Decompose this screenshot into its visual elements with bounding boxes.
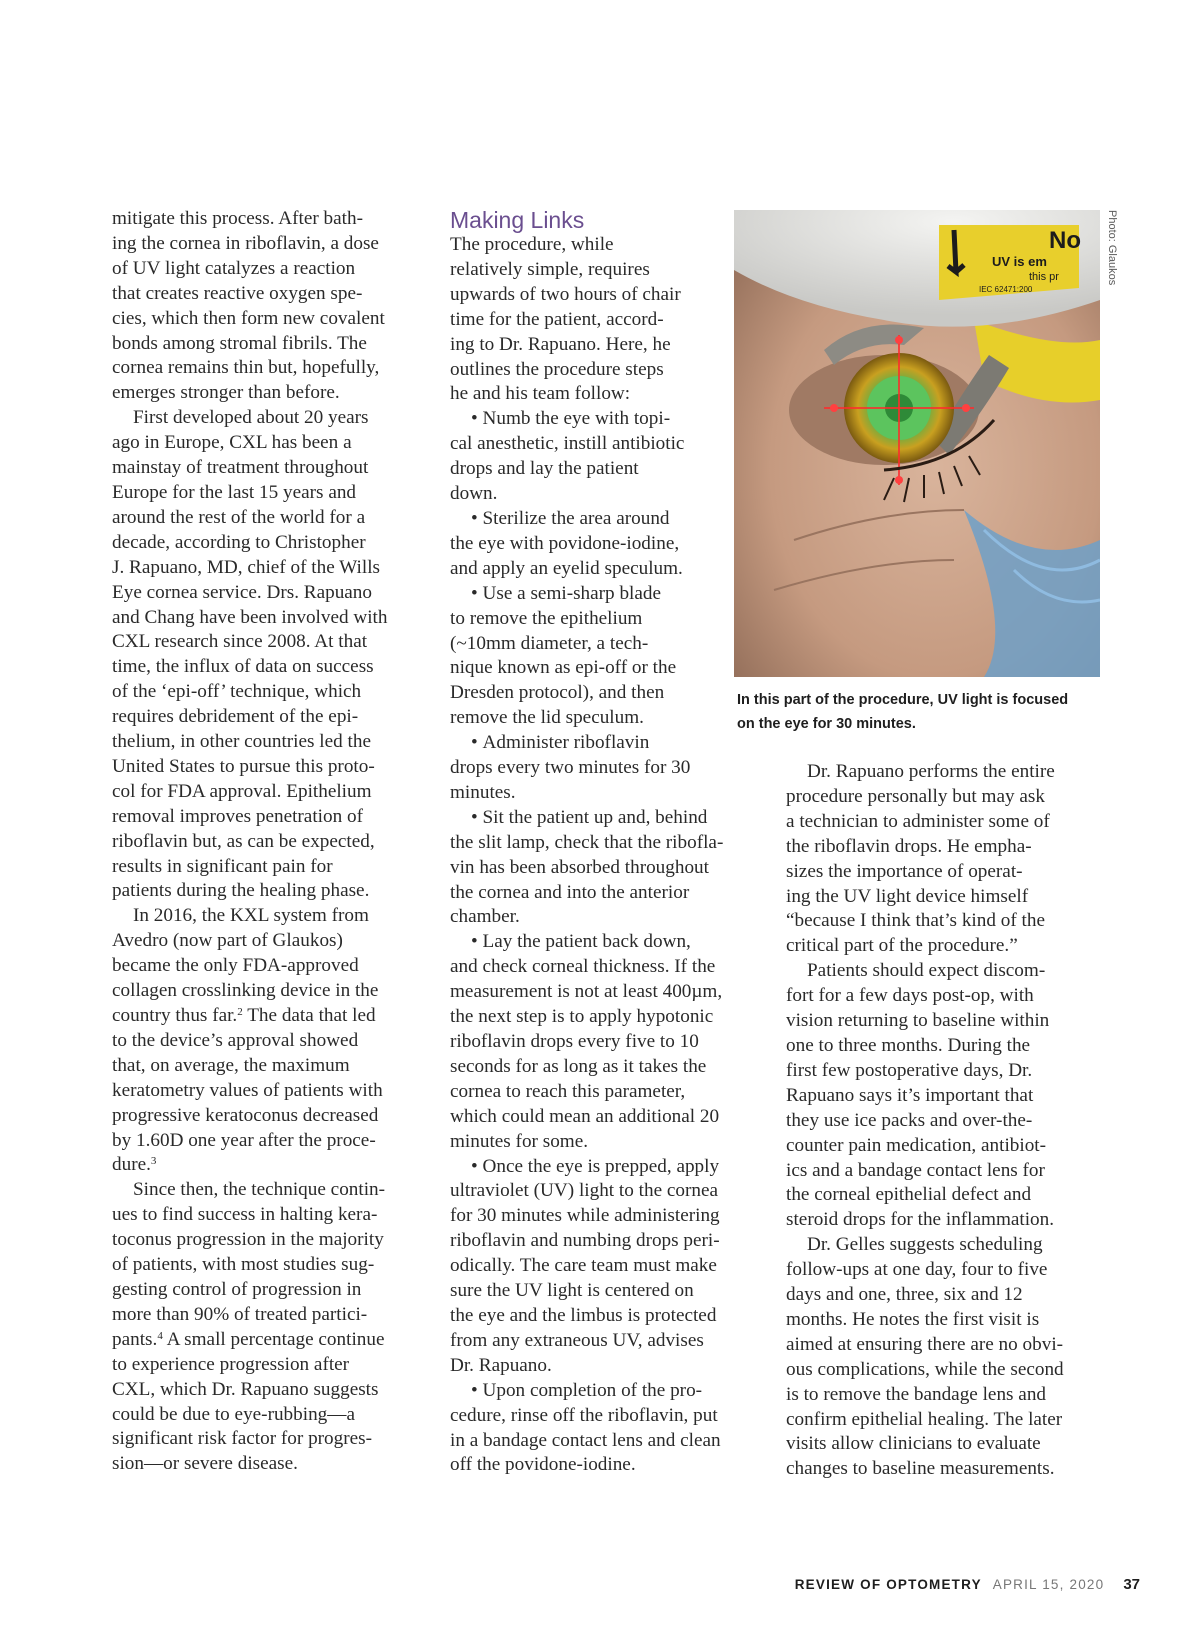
procedure-step: • Sterilize the area around the eye with povidone-iodine, and apply an eyelid speculum. — [450, 507, 770, 582]
page-footer — [790, 1576, 1140, 1593]
footnote-ref: 4 — [157, 1329, 163, 1342]
procedure-step: • Lay the patient back down, and check corneal thickness. If the measurement is not at least 400µm, the next step is to apply hypotonic riboflavin drops every five to 10 seconds for as long as it takes the cornea to reach this parameter, which could mean an additional 20 minutes for some. — [450, 930, 770, 1154]
left-column — [112, 207, 432, 1477]
label-text: No — [1049, 227, 1081, 254]
footnote-ref: 3 — [150, 1155, 157, 1168]
procedure-photo — [734, 210, 1100, 677]
procedure-step: • Numb the eye with topi- cal anesthetic, instill antibiotic drops and lay the patient down. — [450, 407, 770, 507]
footnote-ref: 2 — [237, 1006, 243, 1018]
label-text: IEC 62471:200 — [979, 285, 1033, 294]
procedure-step: • Once the eye is prepped, apply ultraviolet (UV) light to the cornea for 30 minutes while administering riboflavin and numbing drops peri- odically. The care team must make sure the UV light is centered on the eye and the limbus is protected from any extraneous UV, advises Dr. Rapuano. — [450, 1155, 770, 1379]
photo-credit: Photo: Glaukos — [1106, 210, 1118, 286]
label-text: this pr — [1029, 271, 1059, 283]
page-number: 37 — [1123, 1576, 1140, 1593]
paragraph: mitigate this process. After bath- ing the cornea in riboflavin, a dose of UV light catalyzes a reaction that creates reactive oxygen spe- cies, which then form new covalent bonds among stromal fibrils. The cornea remains thin but, hopefully, emerges stronger than before. — [112, 208, 385, 404]
section-heading: Making Links — [450, 207, 585, 233]
procedure-step: • Sit the patient up and, behind the slit lamp, check that the ribofla- vin has been absorbed throughout the cornea and into the anterior chamber. — [450, 806, 770, 931]
paragraph: In 2016, the KXL system from Avedro (now part of Glaukos) became the only FDA-approved collagen crosslinking device in the country thus far.$^2$ The data that led to the device’s approval showed that, on average, the maximum keratometry values of patients with progressive keratoconus decreased by 1.60D one year after the proce- dure.$^3$ — [112, 905, 383, 1176]
paragraph: Patients should expect discom- fort for a few days post-op, with vision returning to baseline within one to three months. During the first few postoperative days, Dr. Rapuano says it’s important that they use ice packs and over-the- counter pain medication, antibiot- ics and a bandage contact lens for the corneal epithelial defect and steroid drops for the inflammation. — [786, 960, 1055, 1231]
procedure-step: • Administer riboflavin drops every two minutes for 30 minutes. — [450, 731, 770, 806]
procedure-steps-list — [450, 407, 770, 1478]
eye-uv-photo — [734, 210, 1100, 677]
paragraph: Dr. Gelles suggests scheduling follow-ups at one day, four to five days and one, three, six and 12 months. He notes the first visit is aimed at ensuring there are no obvi- ous complications, while the second is to remove the bandage lens and confirm epithelial healing. The later visits allow clinicians to evaluate changes to baseline measurements. — [786, 1234, 1064, 1480]
label-text: UV is em — [992, 254, 1047, 269]
procedure-step: • Use a semi-sharp blade to remove the epithelium (~10mm diameter, a tech- nique known as epi-off or the Dresden protocol), and then remove the lid speculum. — [450, 582, 770, 731]
middle-column — [450, 207, 770, 1478]
paragraph: Dr. Rapuano performs the entire procedure personally but may ask a technician to administer some of the riboflavin drops. He empha- sizes the importance of operat- ing the UV light device himself “because I think that’s kind of the critical part of the procedure.” — [786, 761, 1055, 957]
issue-date: APRIL 15, 2020 — [992, 1577, 1105, 1592]
paragraph: First developed about 20 years ago in Europe, CXL has been a mainstay of treatment throughout Europe for the last 15 years and around the rest of the world for a decade, according to Christopher J. Rapuano, MD, chief of the Wills Eye cornea service. Drs. Rapuano and Chang have been involved with CXL research since 2008. At that time, the influx of data on success of the ‘epi-off’ technique, which requires debridement of the epi- thelium, in other countries led the United States to pursue this proto- col for FDA approval. Epithelium removal improves penetration of riboflavin but, as can be expected, results in significant pain for patients during the healing phase. — [112, 407, 388, 902]
right-column — [786, 760, 1106, 1482]
publication-name: REVIEW OF OPTOMETRY — [794, 1577, 982, 1592]
paragraph: Since then, the technique contin- ues to find success in halting kera- toconus progression in the majority of patients, with most studies sug- gesting control of progression in more than 90% of treated partici- pants.$^4$ A small percentage continue to experience progression after CXL, which Dr. Rapuano suggests could be due to eye-rubbing—a significant risk factor for progres- sion—or severe disease. — [112, 1179, 386, 1475]
figure-caption: In this part of the procedure, UV light is focused on the eye for 30 minutes. — [737, 692, 1069, 732]
paragraph: The procedure, while relatively simple, requires upwards of two hours of chair time for the patient, accord- ing to Dr. Rapuano. Here, he outlines the procedure steps he and his team follow: — [450, 234, 681, 405]
procedure-step: • Upon completion of the pro- cedure, rinse off the riboflavin, put in a bandage contact lens and clean off the povidone-iodine. — [450, 1379, 770, 1479]
